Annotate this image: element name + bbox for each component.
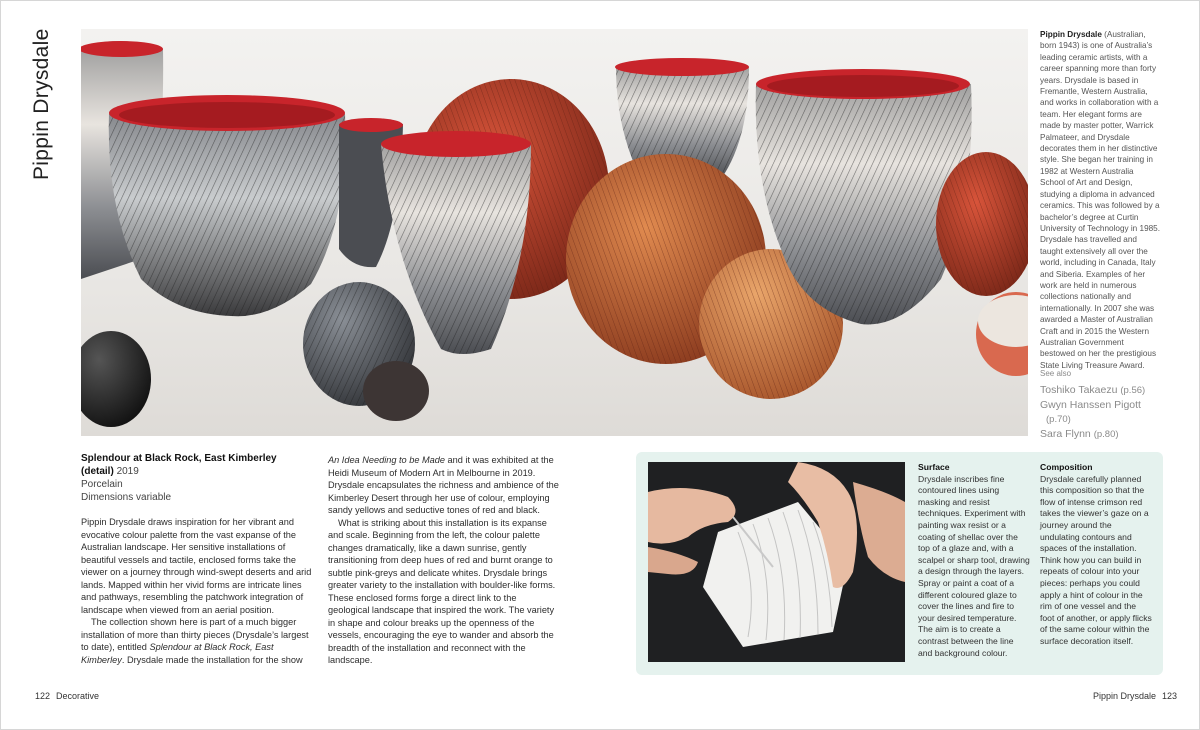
see-also-item[interactable] (1040, 427, 1180, 442)
surface-text: Drysdale inscribes fine contoured lines using masking and resist techniques. Experiment with painting wax resist or a coating of shellac over the top of a glaze and, with a scalpel or sharp tool, drawing a design through the layers. Spray or paint a coat of a different coloured glaze to cover the lines and fire to your desired temperature. The aim is to create a contrast between the line and background colour. (918, 473, 1030, 658)
section-name: Decorative (56, 691, 100, 701)
surface-heading: Surface (918, 462, 950, 472)
vertical-page-title: Pippin Drysdale (30, 28, 53, 180)
composition-heading: Composition (1040, 462, 1093, 472)
page-number-right: 123 (1162, 691, 1178, 701)
caption-title: Splendour at Black Rock, East Kimberley (detail) (81, 453, 277, 477)
see-also-name: Gwyn Hanssen Pigott (1040, 399, 1141, 411)
see-also-item[interactable] (1040, 398, 1180, 427)
composition-panel (1040, 462, 1152, 648)
see-also-label: See also (1040, 369, 1072, 378)
surface-panel (918, 462, 1030, 659)
body-paragraph-3: What is striking about this installation is its expanse and scale. Beginning from the left, the colour palette changes dramatically, like a dawn sunrise, gently transitioning from deep hues of red and burnt orange to subtle pink-greys and delicate whites. Drysdale brings greater variety to the installation with boulder-like forms. These enclosed forms forge a direct link to the geological landscape that inspired the work. The variety in shape and colour breaks up the openness of the vessels, encouraging the eye to wander and absorb the breadth of the installation and reconnect with the landscape. (328, 517, 556, 665)
composition-text: Drysdale carefully planned this composition so that the flow of intense crimson red takes the viewer’s gaze on a journey around the undulating contours and spaces of the installation. Think how you can build in repeats of colour into your pieces: perhaps you could apply a hint of colour in the rim of one vessel and the foot of another, or apply flicks of the same colour within the surface decoration itself. (1040, 473, 1152, 646)
body-paragraph-2-cont: An Idea Needing to be Made and it was exhibited at the Heidi Museum of Modern Art in Melbourne in 2019. Drysdale encapsulates the richness and ambience of the Kimberley Desert through her use of colour, employing sandy yellows and seductive tones of red and black. (328, 455, 559, 515)
artist-bio (1040, 29, 1160, 371)
hands-carving-porcelain-photo (648, 462, 905, 662)
see-also-list (1040, 369, 1180, 442)
page-number-left: 122 (35, 691, 51, 701)
bio-text: (Australian, born 1943) is one of Australia’s leading ceramic artists, with a career spanning more than forty years. Drysdale is based in Fremantle, Western Australia, and works in collaboration with a team. Her elegant forms are made by master potter, Warrick Palmateer, and Drysdale decorates them in her distinctive style. She began her training in 1982 at Western Australia School of Art and Design, studying a diploma in advanced ceramics. This was followed by a bachelor’s degree at Curtin University of Technology in 1985. Drysdale has travelled and taught extensively all over the world, including in Canada, Italy and Siberia. Examples of her work are held in numerous collections nationally and internationally. In 2007 she was awarded a Master of Australian Craft and in 2015 the Western Australian Government bestowed on her the prestigious State Living Treasure Award. (1040, 30, 1161, 370)
bio-name: Pippin Drysdale (1040, 30, 1102, 39)
body-column-1 (81, 516, 314, 666)
see-also-item[interactable] (1040, 383, 1180, 398)
see-also-page: (p.70) (1046, 414, 1071, 425)
see-also-name: Sara Flynn (1040, 428, 1091, 440)
image-caption (81, 452, 311, 504)
see-also-page: (p.56) (1120, 385, 1146, 396)
caption-year: 2019 (116, 466, 139, 477)
footer-left (35, 691, 99, 701)
see-also-name: Toshiko Takaezu (1040, 384, 1118, 396)
body-paragraph-2: The collection shown here is part of a much bigger installation of more than thirty pieces (Drysdale’s largest to date), entitled Splendour at Black Rock, East Kimberley. Drysdale made the installation for the show (81, 617, 309, 665)
footer-right (1093, 691, 1177, 701)
body-paragraph-1: Pippin Drysdale draws inspiration for her vibrant and evocative colour palette from the vast expanse of the Australian landscape. Her sensitive installations of beautiful vessels and tactile, enclosed forms take the viewer on a journey through wind-swept deserts and arid lands. Mapped within her vivid forms are intricate lines and pathways, resembling the patchwork integration of landscape when viewed from an aerial position. (81, 517, 312, 615)
body-column-2 (328, 454, 560, 667)
running-title: Pippin Drysdale (1093, 691, 1157, 701)
caption-material: Porcelain (81, 479, 123, 490)
ceramic-vessels-photo (81, 29, 1028, 436)
caption-dimensions: Dimensions variable (81, 492, 172, 503)
see-also-page: (p.80) (1093, 429, 1119, 440)
